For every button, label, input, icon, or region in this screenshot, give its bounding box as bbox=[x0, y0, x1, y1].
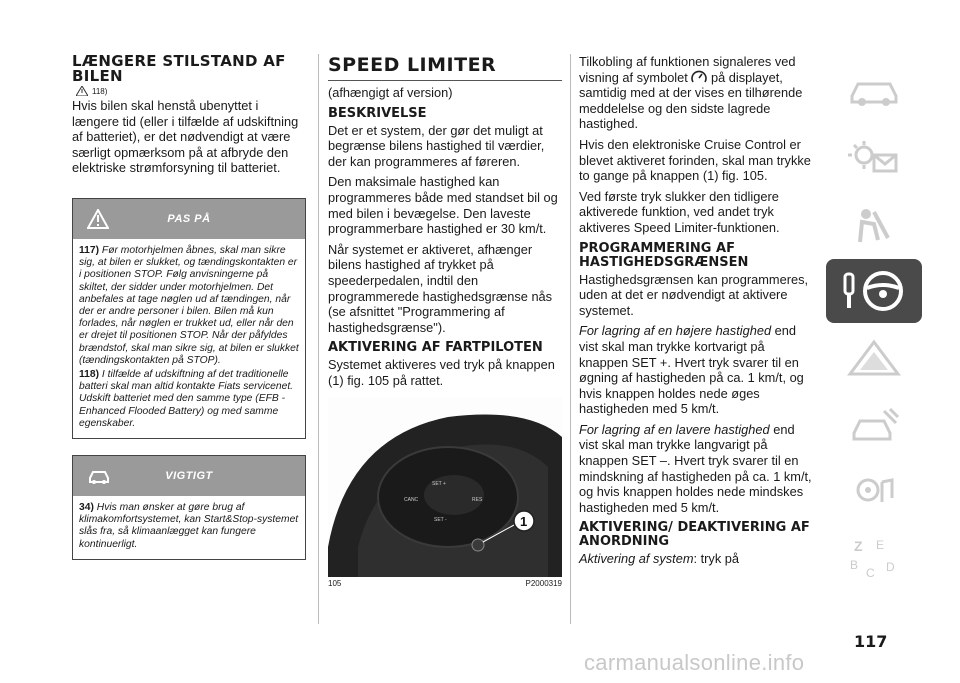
maintenance-icon bbox=[844, 405, 904, 445]
svg-text:SET -: SET - bbox=[434, 516, 447, 523]
svg-text:SET +: SET + bbox=[432, 480, 446, 487]
desc-p3: Når systemet er aktiveret, afhænger bilens hastighed af trykket på speederpedalen, indtil den programmerede hastighedsgrænse nås (se afsnittet "Programmering af hastighedsgrænse"). bbox=[328, 241, 553, 335]
car-info-icon bbox=[844, 70, 904, 110]
warning-118-text: I tilfælde af udskiftning af det traditionelle batteri skal man altid kontakte Fiats servicenet. Udskift batteriet med den samme type (EFB - Enhanced Flooded Battery) og med samme egenskaber. bbox=[79, 369, 294, 429]
figure-number: 105 bbox=[328, 578, 342, 588]
important-title: VIGTIGT bbox=[165, 470, 213, 483]
tab-emergency[interactable] bbox=[826, 326, 922, 390]
heading-programming: PROGRAMMERING AF HASTIGHEDSGRÆNSEN bbox=[579, 240, 749, 270]
warning-ref: 118) bbox=[76, 86, 306, 96]
tab-multimedia[interactable] bbox=[826, 460, 922, 524]
activation-text: Systemet aktiveres ved tryk på knappen (1) fig. 105 på rattet. bbox=[328, 357, 555, 388]
tab-safety[interactable] bbox=[826, 192, 922, 256]
car-service-icon bbox=[87, 466, 111, 486]
svg-text:D: D bbox=[886, 560, 895, 574]
watermark: carmanualsonline.info bbox=[584, 650, 805, 675]
svg-text:Z: Z bbox=[854, 538, 863, 554]
starting-driving-icon bbox=[839, 268, 909, 314]
desc-p2: Den maksimale hastighed kan programmeres både med standset bil og med bilen i bevægelse. Den laveste programmerbare hastighed er 30 km/t. bbox=[328, 174, 558, 237]
emergency-icon bbox=[844, 338, 904, 378]
col3-p3: Ved første tryk slukker den tidligere aktiverede funktion, ved andet tryk aktiveres Speed Limiter-funktionen. bbox=[579, 188, 780, 235]
svg-text:CANC: CANC bbox=[404, 496, 419, 503]
column-3 bbox=[579, 54, 817, 572]
col3-p4: Hastighedsgrænsen kan programmeres, uden at det er nødvendigt at aktivere systemet. bbox=[579, 271, 809, 318]
svg-text:C: C bbox=[866, 566, 875, 580]
important-box bbox=[72, 455, 306, 560]
important-34-text: Hvis man ønsker at gøre brug af klimakomfortsystemet, kan Start&Stop-systemet slås fra, så klimaanlægget kan fungere kontinuerligt. bbox=[79, 502, 299, 550]
important-header bbox=[73, 456, 305, 496]
steering-wheel-image bbox=[328, 397, 562, 577]
tab-car-info[interactable] bbox=[826, 58, 922, 122]
warning-title: PAS PÅ bbox=[167, 212, 211, 225]
warning-header bbox=[73, 199, 305, 239]
warning-triangle-icon bbox=[76, 86, 88, 96]
col3-p7: Aktivering af system: tryk på bbox=[579, 551, 740, 567]
warning-body: 117) Før motorhjelmen åbnes, skal man sikre sig, at bilen er slukket, og tændingskontakten er i positionen STOP. Følg anvisningerne på skiltet, der sidder under motorhjelmen. Det anbefales at tage nøglen ud af tændingen, når der er andre personer i bilen. Bilen må kun forlades, når nøglen er trukket ud, eller når den er drejet til positionen STOP. Når der påfyldes brændstof, skal man sikre sig, at bilen er slukket (tændingskontakten på STOP). 118) I tilfælde af udskiftning af det traditionelle batteri skal man altid kontakte Fiats servicenet. Udskift batteriet med den samme type (EFB - Enhanced Flooded Battery) og med samme egenskaber. bbox=[79, 244, 299, 429]
long-storage-text: Hvis bilen skal henstå ubenyttet i længere tid (eller i tilfælde af udskiftning af batteriet), er det nødvendigt at være særligt opmærksom på at afbryde den elektriske strømforsyning til batteriet. bbox=[72, 98, 299, 176]
col3-p5: For lagring af en højere hastighed end vist skal man trykke kortvarigt på knappen SET +. Hvert tryk svarer til en øgning af hastigheden på ca. 1 km/t, og hvis knappen holdes nede øges hastigheden med 5 km/t. bbox=[579, 323, 804, 417]
warning-117-text: Før motorhjelmen åbnes, skal man sikre sig, at bilen er slukket, og tændingskontakten er i positionen STOP. Følg anvisningerne på skiltet, der sidder under motorhjelmen. Det anbefales at tage nøglen ud af tændingen, når der er andre personer i bilen. Bilen må kun forlades, når nøglen er trukket ud, eller når den er drejet til positionen STOP. Når der påfyldes brændstof, skal man sikre sig, at bilen er slukket (tændingskontakten på STOP). bbox=[79, 244, 299, 366]
section-title-speed-limiter: SPEED LIMITER bbox=[328, 54, 562, 81]
page-number: 117 bbox=[854, 632, 888, 651]
warning-triangle-icon bbox=[87, 209, 109, 229]
column-divider bbox=[570, 54, 571, 624]
version-note: (afhængigt af version) bbox=[328, 85, 453, 100]
warning-lights-icon bbox=[844, 137, 904, 177]
heading-activation: AKTIVERING AF FARTPILOTEN bbox=[328, 340, 543, 356]
desc-p1: Det er et system, der gør det muligt at begrænse bilens hastighed til værdier, der kan programmeres af føreren. bbox=[328, 122, 545, 169]
callout-1: 1 bbox=[520, 513, 528, 529]
column-divider bbox=[318, 54, 319, 624]
figure-steering-wheel bbox=[328, 397, 562, 577]
tab-index[interactable] bbox=[826, 527, 922, 591]
safety-icon bbox=[844, 204, 904, 244]
col3-p6: For lagring af en lavere hastighed end vist skal man trykke langvarigt på knappen SET –. Hvert tryk svarer til en mindskning af hastigheden på ca. 1 km/t, og hvis knappen holdes nede mindskes hastigheden med 5 km/t. bbox=[579, 421, 812, 515]
section-title-long-storage: LÆNGERE STILSTAND AF BILEN bbox=[72, 52, 286, 85]
svg-text:E: E bbox=[876, 538, 885, 552]
col3-p1: Tilkobling af funktionen signaleres ved visning af symbolet på displayet, samtidig med at der vises en tilhørende meddelelse og den sidste lagrede hastighed. bbox=[579, 54, 803, 132]
figure-code: P2000319 bbox=[525, 578, 562, 588]
heading-description: BESKRIVELSE bbox=[328, 105, 427, 121]
warning-box bbox=[72, 198, 306, 439]
column-1 bbox=[72, 54, 306, 560]
index-icon bbox=[844, 537, 904, 581]
column-2 bbox=[328, 54, 562, 588]
speed-limiter-symbol-icon bbox=[691, 70, 707, 84]
svg-text:RES: RES bbox=[472, 496, 483, 503]
important-body: 34) Hvis man ønsker at gøre brug af klimakomfortsystemet, kan Start&Stop-systemet slås fra, så klimaanlægget kan fungere kontinuerligt. bbox=[79, 502, 299, 550]
heading-activation-deactivation: AKTIVERING/ DEAKTIVERING AF ANORDNING bbox=[579, 520, 810, 550]
tab-warning-lights[interactable] bbox=[826, 125, 922, 189]
col3-p2: Hvis den elektroniske Cruise Control er blevet aktiveret forinden, skal man trykke to gange på knappen (1) fig. 105. bbox=[579, 136, 811, 184]
multimedia-icon bbox=[844, 472, 904, 512]
chapter-tabs bbox=[826, 58, 926, 594]
svg-text:B: B bbox=[850, 558, 859, 572]
tab-starting-driving[interactable] bbox=[826, 259, 922, 323]
figure-caption bbox=[328, 579, 562, 588]
tab-maintenance[interactable] bbox=[826, 393, 922, 457]
